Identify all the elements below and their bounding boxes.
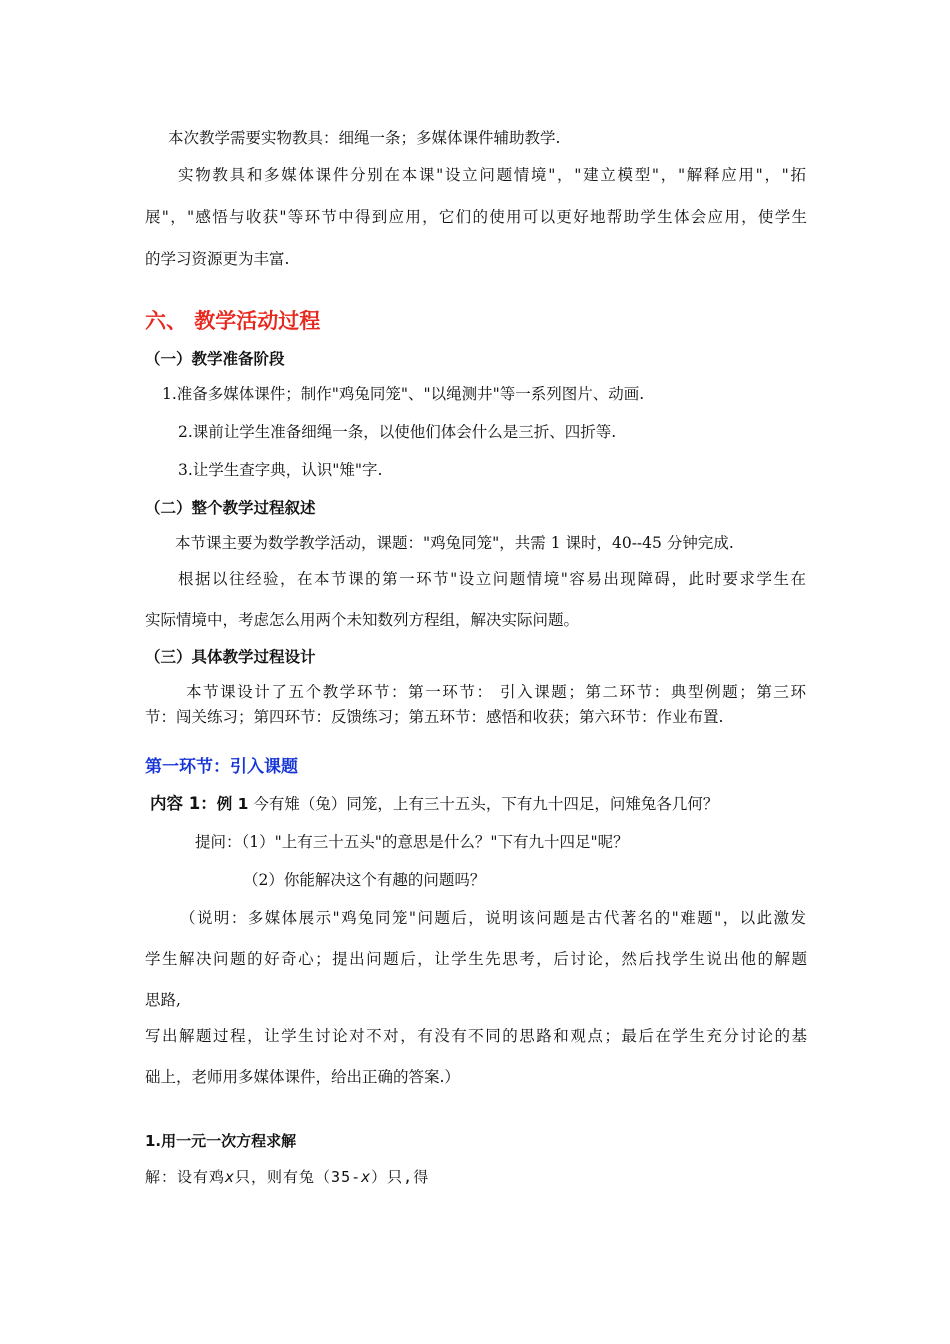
solution-mid: 只，则有兔（35- <box>235 1168 362 1186</box>
note-line-1: （说明：多媒体展示"鸡兔同笼"问题后，说明该问题是古代著名的"难题"，以此激发 <box>180 909 806 927</box>
content-colon: ： <box>200 794 217 813</box>
solution-prefix: 解：设有鸡 <box>145 1168 226 1186</box>
note-line-2: 学生解决问题的好奇心；提出问题后，让学生先思考，后讨论，然后找学生说出他的解题 <box>145 950 807 968</box>
overview-paragraph-1: 本节课主要为数学教学活动，课题："鸡兔同笼"，共需 1 课时，40--45 分钟完成. <box>175 534 734 552</box>
overview-paragraph-2-line1: 根据以往经验，在本节课的第一环节"设立问题情境"容易出现障碍，此时要求学生在 <box>178 570 806 588</box>
example-text: 今有雉（兔）同笼，上有三十五头，下有九十四足，问雉兔各几何？ <box>253 795 719 813</box>
prep-item-2: 2.课前让学生准备细绳一条，以使他们体会什么是三折、四折等. <box>178 423 617 441</box>
prep-item-3: 3.让学生查字典，认识"雉"字. <box>178 461 383 479</box>
solution-line <box>145 1166 429 1188</box>
method-title: 1.用一元一次方程求解 <box>145 1132 297 1150</box>
subsection-title-design: （三）具体教学过程设计 <box>145 648 316 666</box>
prep-item-1: 1.准备多媒体课件；制作"鸡兔同笼"、"以绳测井"等一系列图片、动画. <box>162 385 645 403</box>
subsection-title-overview: （二）整个教学过程叙述 <box>145 499 316 517</box>
overview-paragraph-2-line2: 实际情境中，考虑怎么用两个未知数列方程组，解决实际问题。 <box>145 611 580 629</box>
paragraph-usage-line1: 实物教具和多媒体课件分别在本课"设立问题情境"，"建立模型"，"解释应用"，"拓 <box>178 166 806 184</box>
note-line-3: 思路, <box>145 991 181 1009</box>
note-line-4: 写出解题过程，让学生讨论对不对，有没有不同的思路和观点；最后在学生充分讨论的基 <box>145 1027 807 1045</box>
variable-x-2: x <box>361 1168 372 1186</box>
section-title: 六、 教学活动过程 <box>145 309 321 333</box>
example-label: 例 1 <box>216 795 249 813</box>
question-2: （2）你能解决这个有趣的问题吗？ <box>243 871 486 889</box>
design-paragraph-line2: 节：闯关练习；第四环节：反馈练习；第五环节：感悟和收获；第六环节：作业布置. <box>145 708 724 726</box>
solution-suffix: ）只,得 <box>371 1168 430 1186</box>
paragraph-usage-line3: 的学习资源更为丰富. <box>145 250 290 268</box>
note-line-5: 础上，老师用多媒体课件，给出正确的答案.） <box>145 1068 460 1086</box>
stage-title: 第一环节：引入课题 <box>145 757 298 777</box>
content-label: 内容 1 <box>150 794 201 813</box>
example-line <box>150 793 718 815</box>
subsection-title-prep: （一）教学准备阶段 <box>145 350 285 368</box>
paragraph-usage-line2: 展"，"感悟与收获"等环节中得到应用，它们的使用可以更好地帮助学生体会应用，使学生 <box>145 208 807 226</box>
question-1: 提问：（1）"上有三十五头"的意思是什么？"下有九十四足"呢？ <box>195 833 629 851</box>
paragraph-materials: 本次教学需要实物教具：细绳一条；多媒体课件辅助教学. <box>168 129 561 147</box>
variable-x: x <box>225 1168 236 1186</box>
design-paragraph-line1: 本节课设计了五个教学环节：第一环节： 引入课题；第二环节：典型例题；第三环 <box>186 683 806 701</box>
